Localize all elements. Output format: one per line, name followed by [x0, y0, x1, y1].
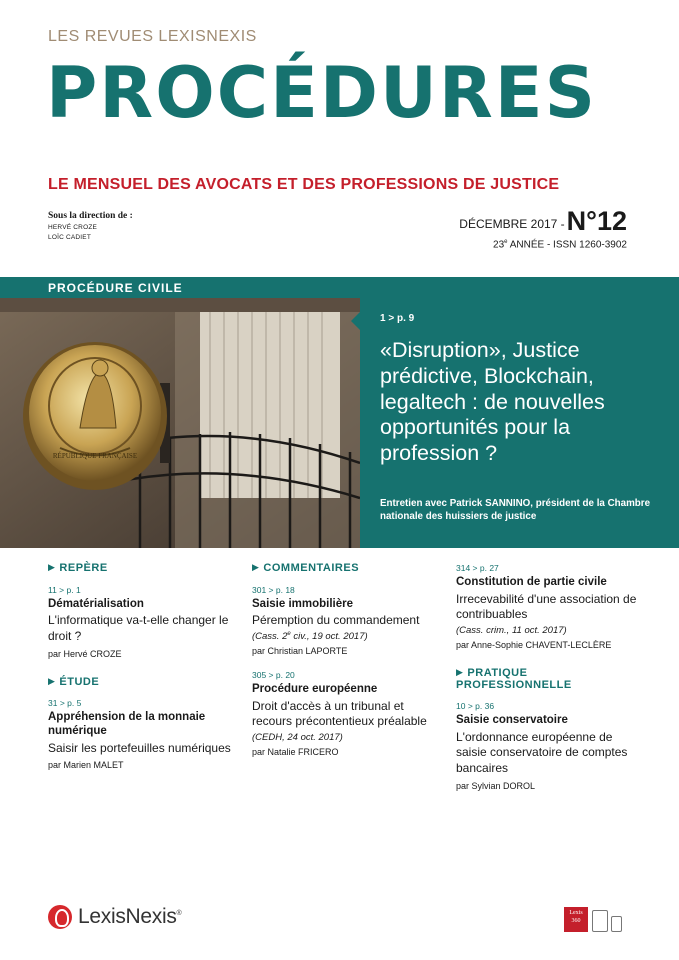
citation-part: civ., 19 oct. 2017)	[290, 631, 368, 643]
year-number: 23	[493, 239, 505, 251]
page-ref: 31 > p. 5	[48, 698, 82, 709]
toc-item[interactable]	[252, 670, 442, 757]
toc-item[interactable]	[48, 585, 238, 659]
item-title: Saisie conservatoire	[456, 714, 568, 727]
section-heading-etude	[48, 677, 238, 689]
item-citation	[252, 631, 442, 642]
section-heading-repere	[48, 563, 238, 575]
item-title: Dématérialisation	[48, 597, 144, 610]
section-label-line: PROFESSIONNELLE	[456, 678, 572, 691]
issue-info	[459, 208, 627, 250]
page-ref: 11 > p. 1	[48, 584, 81, 595]
feature-page-ref: 1 > p. 9	[380, 313, 415, 324]
item-title: Saisie immobilière	[252, 597, 353, 610]
item-description: L'informatique va-t-elle changer le droit ?	[48, 613, 229, 643]
section-heading-commentaires	[252, 563, 442, 575]
feature-interview: Entretien avec Patrick SANNINO, président de la Chambre nationale des huissiers de justice	[380, 498, 651, 522]
toc-column-2	[252, 563, 442, 757]
section-heading-pratique	[456, 668, 646, 680]
direction-label: Sous la direction de :	[48, 211, 133, 221]
item-description: Droit d'accès à un tribunal et recours précontentieux préalable	[252, 698, 427, 729]
year-issn-text: ANNÉE - ISSN 1260-3902	[507, 239, 627, 251]
journal-title: PROCÉDURES	[46, 52, 597, 134]
phone-icon	[611, 916, 622, 932]
toc-item[interactable]	[456, 701, 646, 791]
feature-headline: «Disruption», Justice prédictive, Blockchain, legaltech : de nouvelles opportunités pour la profession ?	[380, 338, 605, 466]
feature-pointer	[351, 312, 360, 330]
triangle-right-icon: ▶	[252, 562, 260, 572]
citation-part: (Cass. 2	[252, 631, 288, 643]
section-label: ÉTUDE	[59, 675, 100, 688]
toc-column-1	[48, 563, 238, 770]
item-citation: (Cass. crim., 11 oct. 2017)	[456, 624, 567, 636]
series-name: LES REVUES LEXISNEXIS	[48, 28, 257, 45]
item-description: Péremption du commandement	[252, 613, 420, 628]
page-ref: 305 > p. 20	[252, 670, 295, 681]
item-author: par Natalie FRICERO	[252, 747, 339, 758]
plaque-inscription: RÉPUBLIQUE FRANÇAISE	[52, 452, 138, 460]
section-label	[467, 668, 527, 680]
brand-text: LexisNexis	[78, 905, 177, 928]
section-heading-pratique-line2	[456, 680, 646, 692]
year-suffix: e	[504, 239, 508, 245]
badge-text: Lexis	[569, 910, 583, 916]
toc-item[interactable]	[48, 698, 238, 770]
item-title: Procédure européenne	[252, 683, 378, 696]
citation-sup: e	[287, 630, 291, 637]
journal-subtitle: LE MENSUEL DES AVOCATS ET DES PROFESSIONS DE JUSTICE	[48, 176, 560, 193]
cover-photo	[0, 298, 360, 548]
item-author: par Sylvian DOROL	[456, 780, 536, 791]
issue-number: N°12	[566, 206, 627, 236]
section-label: COMMENTAIRES	[263, 562, 360, 574]
page-ref: 10 > p. 36	[456, 701, 495, 712]
toc-column-3	[456, 563, 646, 791]
section-label: REPÈRE	[59, 562, 108, 574]
issue-date: DÉCEMBRE 2017 -	[459, 217, 565, 231]
item-description: Irrecevabilité d'une association de contribuables	[456, 591, 637, 622]
building-plaque-image	[0, 298, 360, 548]
item-citation: (CEDH, 24 oct. 2017)	[252, 732, 343, 744]
page-ref: 314 > p. 27	[456, 563, 499, 573]
triangle-right-icon: ▶	[48, 562, 56, 572]
lexis360-badge	[564, 907, 588, 932]
badge-text: 360	[571, 918, 581, 924]
item-author: par Anne-Sophie CHAVENT-LECLÈRE	[456, 639, 612, 650]
director-name: LOÏC CADIET	[48, 234, 92, 242]
section-band-label: PROCÉDURE CIVILE	[48, 281, 183, 295]
item-description: L'ordonnance européenne de saisie conservatoire de comptes bancaires	[456, 729, 628, 776]
toc-item[interactable]	[252, 585, 442, 657]
item-author: par Hervé CROZE	[48, 648, 122, 659]
item-title: Constitution de partie civile	[456, 576, 607, 588]
section-label-line: PRATIQUE	[467, 666, 528, 679]
registered-mark: ®	[176, 910, 182, 917]
access-badges	[564, 907, 622, 932]
publisher-logo	[48, 905, 181, 929]
editorial-direction	[48, 211, 133, 242]
section-band	[0, 277, 679, 298]
item-author: par Marien MALET	[48, 760, 124, 771]
feature-article[interactable]	[360, 298, 679, 548]
page-ref: 301 > p. 18	[252, 584, 295, 595]
director-name: HERVÉ CROZE	[48, 224, 98, 231]
item-description: Saisir les portefeuilles numériques	[48, 740, 231, 755]
triangle-right-icon: ▶	[456, 666, 464, 677]
publisher-name	[78, 905, 181, 929]
item-author: par Christian LAPORTE	[252, 646, 348, 657]
lexisnexis-mark-icon	[48, 905, 72, 929]
issue-year-issn	[459, 239, 627, 250]
item-title: Appréhension de la monnaie numérique	[48, 711, 206, 737]
tablet-icon	[592, 910, 608, 932]
triangle-right-icon: ▶	[48, 675, 56, 686]
toc-item[interactable]	[456, 563, 646, 650]
